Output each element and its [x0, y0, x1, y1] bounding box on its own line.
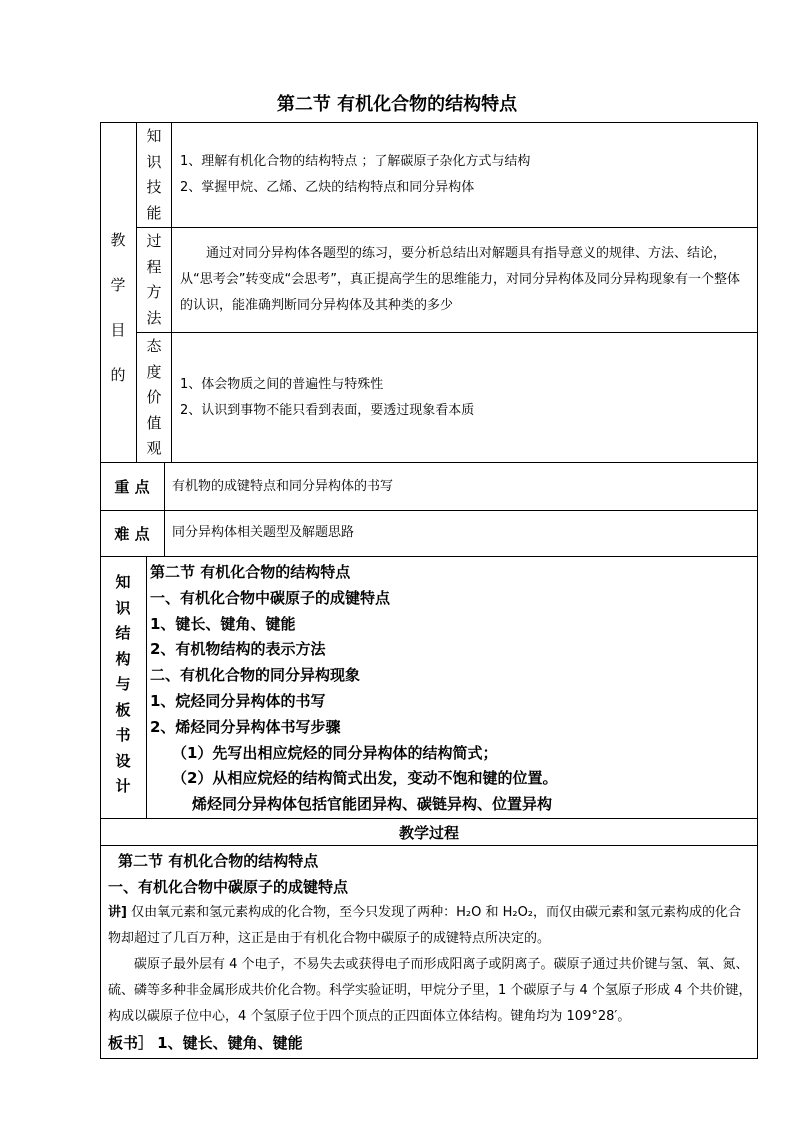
- process-label: [138, 229, 170, 331]
- structure-content: [150, 560, 750, 818]
- process-label-text: 过程方法: [146, 232, 162, 327]
- difficulty-label: 难 点: [114, 525, 150, 543]
- teaching-process-label: 教学过程: [398, 824, 459, 842]
- knowledge-line-2: 2、掌握甲烷、乙烯、乙炔的结构特点和同分异构体: [180, 180, 475, 195]
- process-content: 通过对同分异构体各题型的练习，要分析总结出对解题具有指导意义的规律、方法、结论，从“思考会”转变成“会思考”，真正提高学生的思维能力，对同分异构体及同分异构现象有一个整体的认识，能准确判断同分异构体及其种类的多少: [180, 246, 740, 313]
- lecture-text: 仅由氧元素和氢元素构成的化合物，至今只发现了两种：H₂O 和 H₂O₂，而仅由碳元素和氢元素构成的化合物却超过了几百万种，这正是由于有机化合物中碳原子的成键特点所决定的。: [108, 905, 742, 946]
- lecture-tag: 讲]: [108, 905, 127, 920]
- knowledge-content: [180, 149, 750, 201]
- board-tag: 板书］: [108, 1034, 154, 1052]
- attitude-line-1: 1、体会物质之间的普遍性与特殊性: [180, 377, 384, 392]
- structure-line-8: （1）先写出相应烷烃的同分异构体的结构简式；: [172, 743, 498, 762]
- process-paragraph-1: [108, 900, 753, 952]
- knowledge-line-1: 1、理解有机化合物的结构特点 ；了解碳原子杂化方式与结构: [180, 154, 531, 169]
- knowledge-label-text: 知识技能: [146, 127, 162, 222]
- attitude-line-2: 2、认识到事物不能只看到表面，要透过现象看本质: [180, 403, 475, 418]
- structure-line-4: 2、有机物结构的表示方法: [150, 640, 326, 659]
- structure-label: [102, 570, 144, 800]
- objectives-label-text: 教学目的: [110, 231, 126, 384]
- key-point-content: 有机物的成键特点和同分异构体的书写: [172, 479, 394, 494]
- structure-line-3: 1、键长、键角、键能: [150, 614, 296, 633]
- board-text: 1、键长、键角、键能: [157, 1034, 303, 1052]
- structure-line-1: 第二节 有机化合物的结构特点: [150, 563, 351, 581]
- board-line: [108, 1030, 753, 1058]
- page-title: 第二节 有机化合物的结构特点: [276, 94, 518, 115]
- knowledge-label: [138, 124, 170, 226]
- key-point-label: 重 点: [114, 478, 150, 496]
- attitude-label-text: 态度价值观: [146, 337, 162, 457]
- process-paragraph-2: 碳原子最外层有 4 个电子，不易失去或获得电子而形成阳离子或阴离子。碳原子通过共价键与氢、氧、氮、硫、磷等多种非金属形成共价化合物。科学实验证明，甲烷分子里，1 个碳原子与 4 个氢原子形成 4 个共价键，构成以碳原子位中心，4 个氢原子位于四个顶点的正四面体立体结构。键角均为 109°28′。: [108, 957, 752, 1024]
- structure-line-5: 二、有机化合物的同分异构现象: [150, 666, 361, 685]
- teaching-process-content: [108, 848, 753, 1058]
- difficulty-content: 同分异构体相关题型及解题思路: [172, 525, 355, 540]
- objectives-label: [102, 218, 134, 398]
- structure-line-2: 一、有机化合物中碳原子的成键特点: [150, 588, 391, 607]
- structure-line-9: （2）从相应烷烃的结构简式出发，变动不饱和键的位置。: [172, 769, 558, 788]
- structure-line-7: 2、烯烃同分异构体书写步骤: [150, 717, 341, 736]
- process-heading-1: 第二节 有机化合物的结构特点: [118, 852, 319, 870]
- structure-line-6: 1、烷烃同分异构体的书写: [150, 691, 326, 710]
- structure-label-text: 知识结构与板书设计: [115, 573, 131, 795]
- attitude-label: [138, 334, 170, 462]
- process-heading-2: 一、有机化合物中碳原子的成键特点: [108, 878, 349, 896]
- structure-line-10: 烯烃同分异构体包括官能团异构、碳链异构、位置异构: [192, 795, 553, 814]
- attitude-content: [180, 372, 750, 424]
